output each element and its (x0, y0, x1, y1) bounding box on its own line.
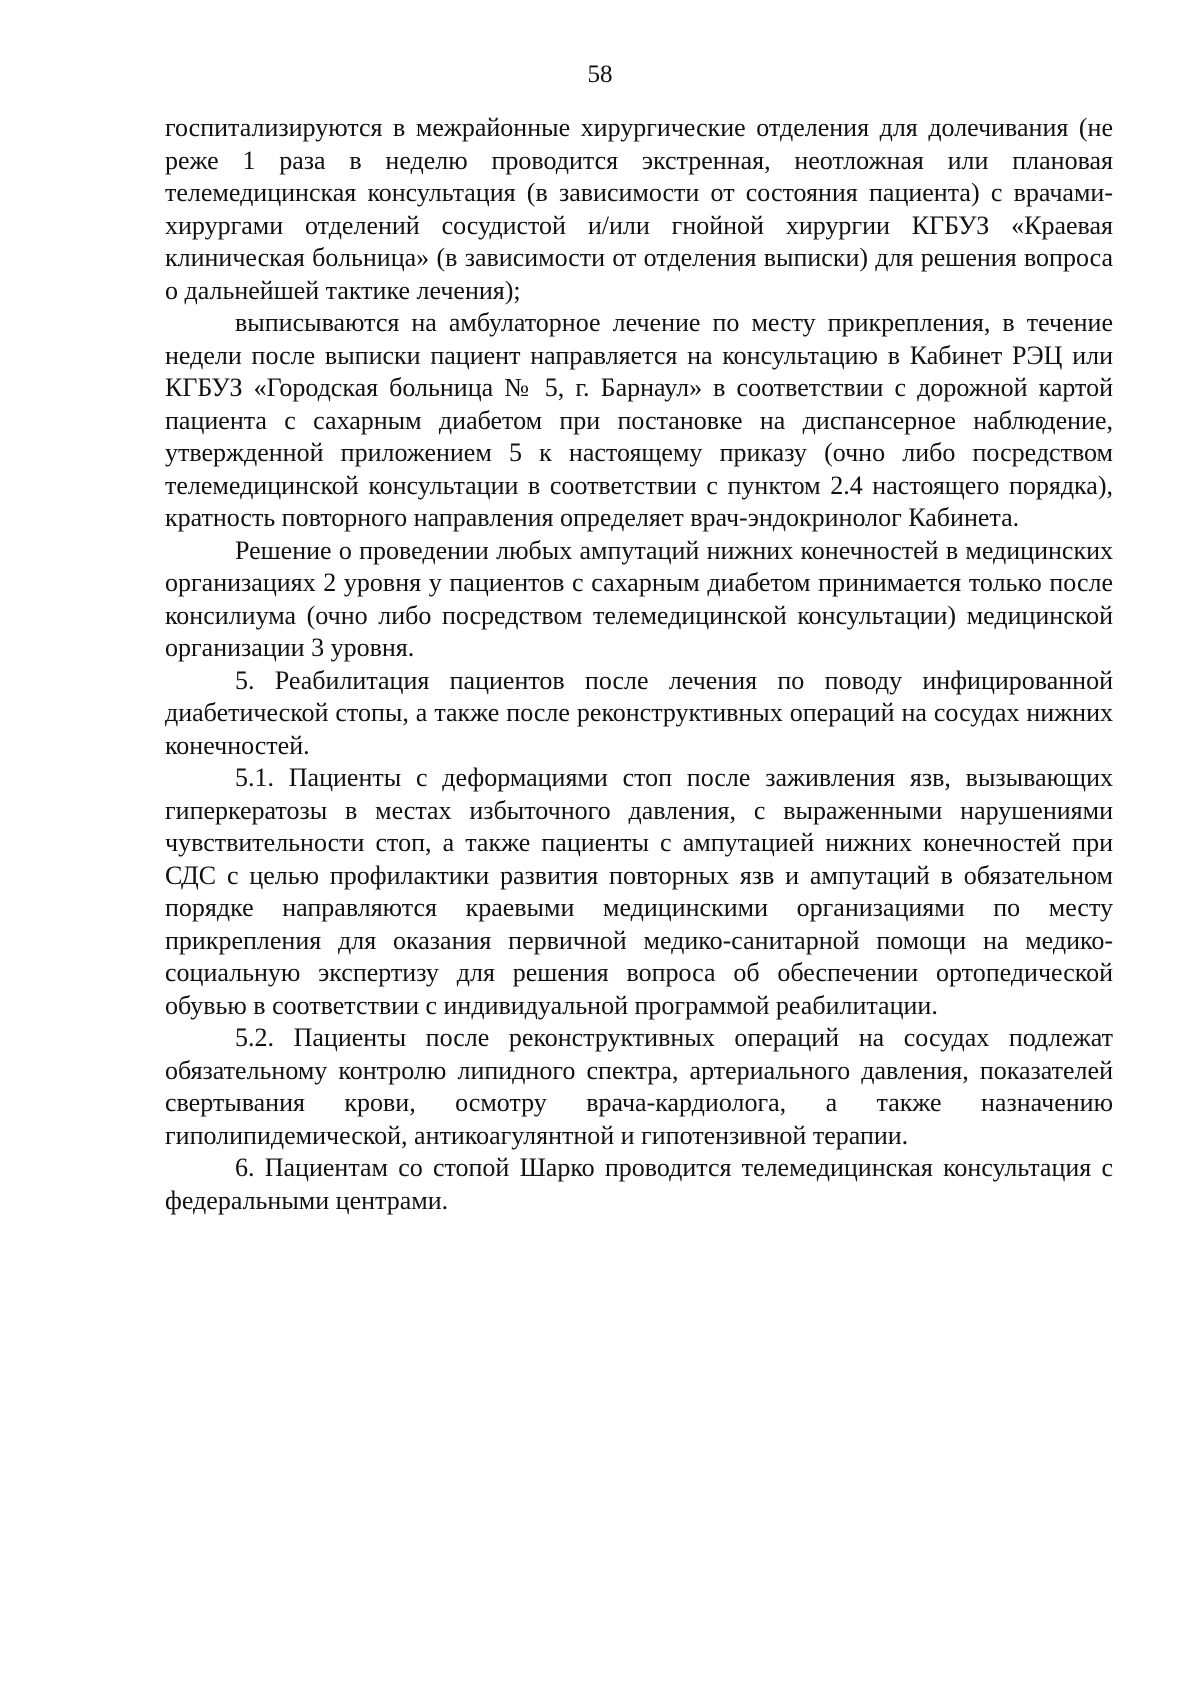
document-body (165, 112, 1113, 1217)
paragraph-section-5-1: 5.1. Пациенты с деформациями стоп после заживления язв, вызывающих гиперкератозы в местах избыточного давления, с выраженными нарушениями чувствительности стоп, а также пациенты с ампутацией нижних конечностей при СДС с целью профилактики развития повторных язв и ампутаций в обязательном порядке направляются краевыми медицинскими организациями по месту прикрепления для оказания первичной медико-санитарной помощи на медико-социальную экспертизу для решения вопроса об обеспечении ортопедической обувью в соответствии с индивидуальной программой реабилитации. (165, 763, 1113, 1020)
paragraph-section-5-2: 5.2. Пациенты после реконструктивных операций на сосудах подлежат обязательному контролю липидного спектра, артериального давления, показателей свертывания крови, осмотру врача-кардиолога, а также назначению гиполипидемической, антикоагулянтной и гипотензивной терапии. (165, 1023, 1113, 1150)
paragraph-amputation-decision: Решение о проведении любых ампутаций нижних конечностей в медицинских организациях 2 уровня у пациентов с сахарным диабетом принимается только после консилиума (очно либо посредством телемедицинской консультации) медицинской организации 3 уровня. (165, 535, 1113, 662)
paragraph-discharge: выписываются на амбулаторное лечение по месту прикрепления, в течение недели после выписки пациент направляется на консультацию в Кабинет РЭЦ или КГБУЗ «Городская больница № 5, г. Барнаул» в соответствии с дорожной картой пациента с сахарным диабетом при постановке на диспансерное наблюдение, утвержденной приложением 5 к настоящему приказу (очно либо посредством телемедицинской консультации в соответствии с пунктом 2.4 настоящего порядка), кратность повторного направления определяет врач-эндокринолог Кабинета. (165, 308, 1113, 532)
paragraph-section-6: 6. Пациентам со стопой Шарко проводится телемедицинская консультация с федеральными центрами. (165, 1153, 1113, 1215)
paragraph-hospitalization: госпитализируются в межрайонные хирургические отделения для долечивания (не реже 1 раза в неделю проводится экстренная, неотложная или плановая телемедицинская консультация (в зависимости от состояния пациента) с врачами-хирургами отделений сосудистой и/или гнойной хирургии КГБУЗ «Краевая клиническая больница» (в зависимости от отделения выписки) для решения вопроса о дальнейшей тактике лечения); (165, 113, 1113, 305)
page-number: 58 (587, 61, 613, 88)
paragraph-section-5: 5. Реабилитация пациентов после лечения по поводу инфицированной диабетической стопы, а также после реконструктивных операций на сосудах нижних конечностей. (165, 665, 1113, 760)
